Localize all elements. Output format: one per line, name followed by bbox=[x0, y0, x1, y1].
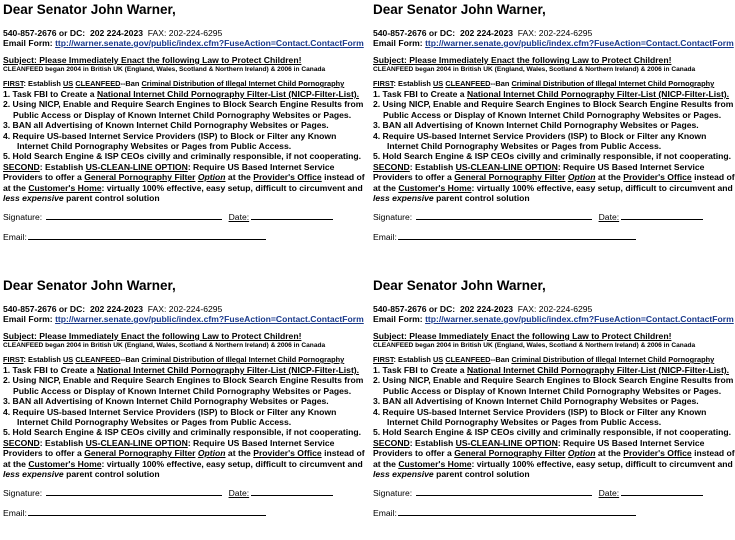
list-item-4: 4. Require US-based Internet Service Providers (ISP) to Block or Filter any Known bbox=[3, 130, 337, 141]
first-label: FIRST bbox=[3, 355, 24, 364]
second-line-4 bbox=[373, 193, 729, 203]
second-l2f: instead of bbox=[694, 172, 735, 183]
list-item-1 bbox=[3, 365, 359, 375]
signature-label: Signature: bbox=[3, 212, 43, 223]
second-l2a: Providers to offer a bbox=[373, 172, 452, 183]
list-item-1 bbox=[373, 365, 729, 375]
first-ban: --Ban bbox=[490, 79, 510, 88]
second-option-name: US-CLEAN-LINE OPTION bbox=[85, 437, 188, 448]
second-label: SECOND bbox=[3, 161, 40, 172]
item1-a: 1. Task FBI to Create a bbox=[3, 89, 95, 99]
second-option-name: US-CLEAN-LINE OPTION bbox=[85, 161, 188, 172]
second-line-3 bbox=[3, 458, 363, 469]
second-l2b: General Pornography Filter bbox=[454, 448, 566, 459]
email-form-row bbox=[373, 314, 734, 325]
email-form-link[interactable]: ttp://warner.senate.gov/public/index.cfm?FuseAction=Contact.ContactForm bbox=[55, 314, 364, 324]
greeting: Dear Senator John Warner, bbox=[3, 278, 176, 293]
second-l3c: : virtually 100% effective, easy setup, difficult to circumvent and bbox=[471, 182, 733, 193]
list-item-4: 4. Require US-based Internet Service Providers (ISP) to Block or Filter any Known bbox=[3, 406, 337, 417]
list-item-2-cont: Public Access or Display of Known Internet Child Pornography Websites or Pages. bbox=[13, 109, 352, 120]
action-list bbox=[373, 89, 734, 162]
item1-b: National Internet Child Pornography Filter-List (NICP-Filter-List). bbox=[466, 365, 730, 375]
second-l4b: parent control solution bbox=[66, 469, 160, 480]
second-l2d: at the bbox=[597, 172, 621, 183]
first-us: US bbox=[62, 79, 74, 88]
first-ban: --Ban bbox=[120, 79, 140, 88]
phone-dc: 202 224-2023 bbox=[459, 304, 513, 314]
list-item-5: 5. Hold Search Engine & ISP CEOs civilly and criminally responsible, if not cooperating. bbox=[373, 427, 732, 438]
second-line-3 bbox=[373, 458, 733, 469]
second-l4a: less expensive bbox=[373, 193, 434, 204]
phone-dc: 202 224-2023 bbox=[459, 28, 513, 38]
list-item-5: 5. Hold Search Engine & ISP CEOs civilly and criminally responsible, if not cooperating. bbox=[373, 151, 732, 162]
first-heading bbox=[373, 355, 729, 365]
second-label: SECOND bbox=[3, 437, 40, 448]
phone-prefix: 540-857-2676 or DC: bbox=[373, 304, 456, 314]
item1-a: 1. Task FBI to Create a bbox=[373, 89, 465, 99]
second-label: SECOND bbox=[373, 161, 410, 172]
second-l2f: instead of bbox=[324, 172, 365, 183]
first-cleanfeed: CLEANFEED bbox=[445, 355, 491, 364]
cleanfeed-note: CLEANFEED began 2004 in British UK (England, Wales, Scotland & Northern Ireland) & 2006 in Canada bbox=[373, 66, 696, 73]
first-establish: : Establish bbox=[23, 355, 61, 364]
email-field[interactable] bbox=[28, 231, 266, 240]
date-label: Date: bbox=[598, 212, 620, 223]
first-heading bbox=[3, 355, 359, 365]
first-ban: --Ban bbox=[120, 355, 140, 364]
first-label: FIRST bbox=[373, 355, 394, 364]
second-l3a: at the bbox=[3, 458, 26, 469]
second-l3b: Customer's Home bbox=[398, 182, 472, 193]
second-line-3 bbox=[3, 182, 363, 193]
email-form-row bbox=[373, 38, 734, 49]
cleanfeed-note: CLEANFEED began 2004 in British UK (England, Wales, Scotland & Northern Ireland) & 2006 in Canada bbox=[3, 66, 326, 73]
second-line-4 bbox=[3, 469, 359, 479]
item1-b: National Internet Child Pornography Filter-List (NICP-Filter-List). bbox=[96, 365, 360, 375]
list-item-4-cont: Internet Child Pornography Websites or Pages from Public Access. bbox=[387, 141, 662, 152]
signature-label: Signature: bbox=[373, 488, 413, 499]
second-l3b: Customer's Home bbox=[28, 458, 102, 469]
second-l4a: less expensive bbox=[373, 469, 434, 480]
first-establish: : Establish bbox=[23, 79, 61, 88]
letter-card-1 bbox=[3, 2, 365, 264]
first-cleanfeed: CLEANFEED bbox=[75, 79, 121, 88]
second-l4b: parent control solution bbox=[66, 193, 160, 204]
email-form-link[interactable]: ttp://warner.senate.gov/public/index.cfm?FuseAction=Contact.ContactForm bbox=[425, 38, 734, 48]
subject: Subject: Please Immediately Enact the following Law to Protect Children! bbox=[3, 55, 302, 65]
first-criminal: Criminal Distribution of Illegal Internet Child Pornography bbox=[141, 355, 345, 364]
second-line-1 bbox=[3, 162, 359, 172]
date-label: Date: bbox=[228, 488, 250, 499]
first-us: US bbox=[62, 355, 74, 364]
first-cleanfeed: CLEANFEED bbox=[75, 355, 121, 364]
date-field[interactable] bbox=[621, 487, 703, 496]
email-form-label: Email Form: bbox=[3, 314, 53, 324]
signature-field[interactable] bbox=[416, 487, 592, 496]
signature-label: Signature: bbox=[3, 488, 43, 499]
item1-a: 1. Task FBI to Create a bbox=[3, 365, 95, 375]
second-line-3 bbox=[373, 182, 733, 193]
second-l2f: instead of bbox=[694, 448, 735, 459]
second-line-4 bbox=[373, 469, 729, 479]
letter-card-2 bbox=[373, 2, 735, 264]
action-list bbox=[373, 365, 734, 438]
email-form-link[interactable]: ttp://warner.senate.gov/public/index.cfm?FuseAction=Contact.ContactForm bbox=[425, 314, 734, 324]
list-item-4: 4. Require US-based Internet Service Providers (ISP) to Block or Filter any Known bbox=[373, 130, 707, 141]
first-establish: : Establish bbox=[393, 355, 431, 364]
first-us: US bbox=[432, 79, 444, 88]
email-label: Email: bbox=[373, 232, 397, 243]
signature-row bbox=[3, 487, 359, 499]
email-form-row bbox=[3, 38, 364, 49]
second-l2a: Providers to offer a bbox=[373, 448, 452, 459]
second-l3b: Customer's Home bbox=[28, 182, 102, 193]
phone-prefix: 540-857-2676 or DC: bbox=[3, 304, 86, 314]
email-field[interactable] bbox=[398, 231, 636, 240]
email-row bbox=[373, 231, 729, 243]
second-label: SECOND bbox=[373, 437, 410, 448]
email-form-row bbox=[3, 314, 364, 325]
second-l2a: Providers to offer a bbox=[3, 172, 82, 183]
second-l2d: at the bbox=[597, 448, 621, 459]
date-label: Date: bbox=[228, 212, 250, 223]
fax: FAX: 202-224-6295 bbox=[517, 304, 593, 314]
signature-field[interactable] bbox=[46, 211, 222, 220]
second-rest: : Require US Based Internet Service bbox=[557, 161, 705, 172]
first-criminal: Criminal Distribution of Illegal Internet Child Pornography bbox=[141, 79, 345, 88]
signature-row bbox=[373, 211, 729, 223]
item1-b: National Internet Child Pornography Filter-List (NICP-Filter-List). bbox=[466, 89, 730, 99]
list-item-3: 3. BAN all Advertising of Known Internet Child Pornography Websites or Pages. bbox=[373, 120, 699, 131]
first-criminal: Criminal Distribution of Illegal Internet Child Pornography bbox=[511, 79, 715, 88]
phone-dc: 202 224-2023 bbox=[89, 304, 143, 314]
phone-line bbox=[373, 28, 729, 38]
action-list bbox=[3, 89, 364, 162]
phone-line bbox=[373, 304, 729, 314]
email-field[interactable] bbox=[28, 507, 266, 516]
second-l4b: parent control solution bbox=[436, 469, 530, 480]
list-item-4-cont: Internet Child Pornography Websites or Pages from Public Access. bbox=[17, 141, 292, 152]
email-field[interactable] bbox=[398, 507, 636, 516]
second-l3c: : virtually 100% effective, easy setup, difficult to circumvent and bbox=[101, 458, 363, 469]
phone-line bbox=[3, 304, 359, 314]
second-line-2 bbox=[373, 448, 735, 459]
subject: Subject: Please Immediately Enact the following Law to Protect Children! bbox=[373, 55, 672, 65]
second-l2c: Option bbox=[567, 172, 596, 183]
list-item-2: 2. Using NICP, Enable and Require Search Engines to Block Search Engine Results from bbox=[373, 99, 734, 110]
greeting: Dear Senator John Warner, bbox=[373, 2, 546, 17]
first-us: US bbox=[432, 355, 444, 364]
email-form-link[interactable]: ttp://warner.senate.gov/public/index.cfm?FuseAction=Contact.ContactForm bbox=[55, 38, 364, 48]
phone-prefix: 540-857-2676 or DC: bbox=[373, 28, 456, 38]
date-field[interactable] bbox=[251, 211, 333, 220]
second-l2e: Provider's Office bbox=[623, 448, 692, 459]
list-item-4-cont: Internet Child Pornography Websites or Pages from Public Access. bbox=[17, 417, 292, 428]
date-label: Date: bbox=[598, 488, 620, 499]
second-l2e: Provider's Office bbox=[253, 172, 322, 183]
second-l2c: Option bbox=[197, 448, 226, 459]
list-item-4-cont: Internet Child Pornography Websites or Pages from Public Access. bbox=[387, 417, 662, 428]
second-option-name: US-CLEAN-LINE OPTION bbox=[455, 437, 558, 448]
second-rest: : Require US Based Internet Service bbox=[557, 437, 705, 448]
second-rest: : Require US Based Internet Service bbox=[187, 161, 335, 172]
letter-card-4 bbox=[373, 278, 735, 540]
second-option-name: US-CLEAN-LINE OPTION bbox=[455, 161, 558, 172]
phone-prefix: 540-857-2676 or DC: bbox=[3, 28, 86, 38]
second-establish: : Establish bbox=[409, 161, 454, 172]
second-l2b: General Pornography Filter bbox=[84, 448, 196, 459]
first-ban: --Ban bbox=[490, 355, 510, 364]
signature-label: Signature: bbox=[373, 212, 413, 223]
second-l2d: at the bbox=[227, 172, 251, 183]
list-item-2: 2. Using NICP, Enable and Require Search Engines to Block Search Engine Results from bbox=[3, 375, 364, 386]
email-label: Email: bbox=[3, 232, 27, 243]
second-l2e: Provider's Office bbox=[253, 448, 322, 459]
second-l4b: parent control solution bbox=[436, 193, 530, 204]
email-label: Email: bbox=[3, 508, 27, 519]
second-l2c: Option bbox=[197, 172, 226, 183]
letter-card-3 bbox=[3, 278, 365, 540]
second-rest: : Require US Based Internet Service bbox=[187, 437, 335, 448]
email-row bbox=[3, 507, 359, 519]
second-l4a: less expensive bbox=[3, 193, 64, 204]
list-item-3: 3. BAN all Advertising of Known Internet Child Pornography Websites or Pages. bbox=[3, 120, 329, 131]
first-heading bbox=[373, 79, 729, 89]
signature-field[interactable] bbox=[46, 487, 222, 496]
second-line-2 bbox=[3, 448, 365, 459]
cleanfeed-note: CLEANFEED began 2004 in British UK (England, Wales, Scotland & Northern Ireland) & 2006 in Canada bbox=[373, 342, 696, 349]
email-label: Email: bbox=[373, 508, 397, 519]
second-l2e: Provider's Office bbox=[623, 172, 692, 183]
list-item-4: 4. Require US-based Internet Service Providers (ISP) to Block or Filter any Known bbox=[373, 406, 707, 417]
first-cleanfeed: CLEANFEED bbox=[445, 79, 491, 88]
second-l3b: Customer's Home bbox=[398, 458, 472, 469]
phone-dc: 202 224-2023 bbox=[89, 28, 143, 38]
second-l3c: : virtually 100% effective, easy setup, difficult to circumvent and bbox=[471, 458, 733, 469]
second-l3a: at the bbox=[373, 458, 396, 469]
email-row bbox=[373, 507, 729, 519]
list-item-1 bbox=[373, 89, 729, 99]
greeting: Dear Senator John Warner, bbox=[3, 2, 176, 17]
second-l2d: at the bbox=[227, 448, 251, 459]
list-item-3: 3. BAN all Advertising of Known Internet Child Pornography Websites or Pages. bbox=[3, 396, 329, 407]
date-field[interactable] bbox=[251, 487, 333, 496]
subject: Subject: Please Immediately Enact the following Law to Protect Children! bbox=[373, 331, 672, 341]
first-label: FIRST bbox=[373, 79, 394, 88]
second-l2c: Option bbox=[567, 448, 596, 459]
second-l3a: at the bbox=[3, 182, 26, 193]
second-l2b: General Pornography Filter bbox=[454, 172, 566, 183]
item1-b: National Internet Child Pornography Filter-List (NICP-Filter-List). bbox=[96, 89, 360, 99]
second-establish: : Establish bbox=[39, 161, 84, 172]
action-list bbox=[3, 365, 364, 438]
fax: FAX: 202-224-6295 bbox=[147, 304, 223, 314]
fax: FAX: 202-224-6295 bbox=[517, 28, 593, 38]
list-item-2-cont: Public Access or Display of Known Internet Child Pornography Websites or Pages. bbox=[383, 385, 722, 396]
greeting: Dear Senator John Warner, bbox=[373, 278, 546, 293]
second-establish: : Establish bbox=[39, 437, 84, 448]
second-l3c: : virtually 100% effective, easy setup, difficult to circumvent and bbox=[101, 182, 363, 193]
list-item-2: 2. Using NICP, Enable and Require Search Engines to Block Search Engine Results from bbox=[3, 99, 364, 110]
second-establish: : Establish bbox=[409, 437, 454, 448]
list-item-5: 5. Hold Search Engine & ISP CEOs civilly and criminally responsible, if not cooperating. bbox=[3, 427, 362, 438]
subject: Subject: Please Immediately Enact the following Law to Protect Children! bbox=[3, 331, 302, 341]
list-item-2-cont: Public Access or Display of Known Internet Child Pornography Websites or Pages. bbox=[13, 385, 352, 396]
date-field[interactable] bbox=[621, 211, 703, 220]
list-item-3: 3. BAN all Advertising of Known Internet Child Pornography Websites or Pages. bbox=[373, 396, 699, 407]
list-item-2: 2. Using NICP, Enable and Require Search Engines to Block Search Engine Results from bbox=[373, 375, 734, 386]
second-l3a: at the bbox=[373, 182, 396, 193]
second-line-2 bbox=[3, 172, 365, 183]
list-item-5: 5. Hold Search Engine & ISP CEOs civilly and criminally responsible, if not cooperating. bbox=[3, 151, 362, 162]
second-line-1 bbox=[373, 162, 729, 172]
email-form-label: Email Form: bbox=[373, 38, 423, 48]
second-line-1 bbox=[3, 438, 359, 448]
signature-field[interactable] bbox=[416, 211, 592, 220]
list-item-2-cont: Public Access or Display of Known Internet Child Pornography Websites or Pages. bbox=[383, 109, 722, 120]
email-form-label: Email Form: bbox=[373, 314, 423, 324]
fax: FAX: 202-224-6295 bbox=[147, 28, 223, 38]
first-establish: : Establish bbox=[393, 79, 431, 88]
first-heading bbox=[3, 79, 359, 89]
email-row bbox=[3, 231, 359, 243]
second-l2b: General Pornography Filter bbox=[84, 172, 196, 183]
cleanfeed-note: CLEANFEED began 2004 in British UK (England, Wales, Scotland & Northern Ireland) & 2006 in Canada bbox=[3, 342, 326, 349]
second-line-4 bbox=[3, 193, 359, 203]
second-line-1 bbox=[373, 438, 729, 448]
first-label: FIRST bbox=[3, 79, 24, 88]
second-l2a: Providers to offer a bbox=[3, 448, 82, 459]
phone-line bbox=[3, 28, 359, 38]
signature-row bbox=[3, 211, 359, 223]
item1-a: 1. Task FBI to Create a bbox=[373, 365, 465, 375]
second-l2f: instead of bbox=[324, 448, 365, 459]
email-form-label: Email Form: bbox=[3, 38, 53, 48]
second-line-2 bbox=[373, 172, 735, 183]
second-l4a: less expensive bbox=[3, 469, 64, 480]
signature-row bbox=[373, 487, 729, 499]
first-criminal: Criminal Distribution of Illegal Internet Child Pornography bbox=[511, 355, 715, 364]
list-item-1 bbox=[3, 89, 359, 99]
